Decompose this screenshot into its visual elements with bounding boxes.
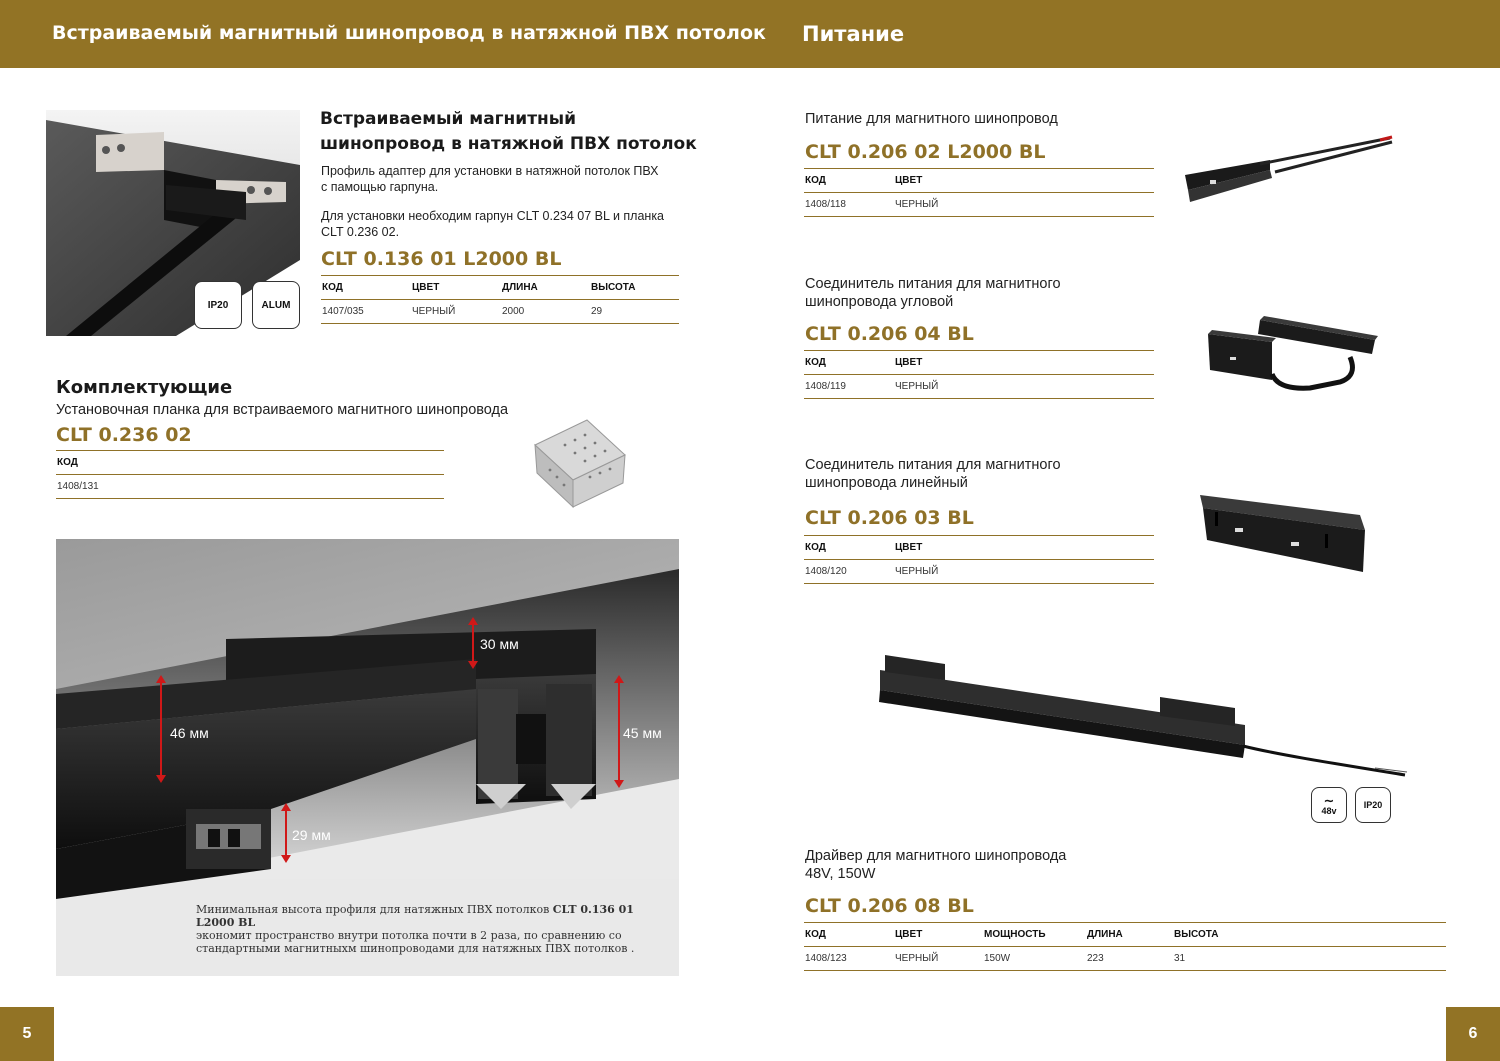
desc2-line1: Для установки необходим гарпун CLT 0.234 07 BL и планка: [321, 209, 665, 223]
dimension-29mm: 29 мм: [292, 827, 331, 843]
col-code: КОД: [804, 923, 894, 947]
caption-line1: Минимальная высота профиля для натяжных ПВХ потолков CLT 0.136 01 L2000 BL: [196, 903, 634, 929]
power-item-2-name: Соединитель питания для магнитного шинопровода угловой: [805, 276, 1061, 310]
illustration-caption: [196, 903, 676, 955]
cell-color: ЧЕРНЫЙ: [895, 199, 939, 210]
col-height: ВЫСОТА: [1173, 923, 1446, 947]
corner-connector-image: [1200, 312, 1385, 392]
alum-badge: ALUM: [252, 281, 300, 329]
main-product-title-line2: шинопровод в натяжной ПВХ потолок: [320, 134, 697, 154]
voltage-48v-badge: [1311, 787, 1347, 823]
cell-code: 1408/120: [805, 566, 847, 577]
col-code: КОД: [804, 169, 894, 193]
table-row: [321, 300, 679, 324]
caption-line2: экономит пространство внутри потолка почти в 2 раза, по сравнению со: [196, 929, 622, 942]
power-item-3-name: Соединитель питания для магнитного шинопровода линейный: [805, 457, 1061, 491]
mounting-plate-image: [525, 415, 630, 510]
caption-sku: CLT 0.136 01 L2000 BL: [196, 903, 634, 929]
table-header-row: [804, 536, 1154, 560]
power-item-1-spec-table: [804, 168, 1154, 217]
accessories-subtitle: Установочная планка для встраиваемого магнитного шинопровода: [56, 402, 509, 418]
page-number-right: 6: [1446, 1007, 1500, 1061]
power-item-2-spec-table: [804, 350, 1154, 399]
power-item-3-spec-table: [804, 535, 1154, 584]
cell-code: 1407/035: [322, 306, 364, 317]
col-code: КОД: [321, 276, 411, 300]
col-power: МОЩНОСТЬ: [983, 923, 1086, 947]
table-header-row: [804, 169, 1154, 193]
power-feed-image: [1180, 130, 1395, 210]
cell-length: 2000: [502, 306, 525, 317]
accessories-spec-table: [56, 450, 444, 499]
table-row: [804, 193, 1154, 217]
col-color: ЦВЕТ: [411, 276, 501, 300]
main-product-sku: CLT 0.136 01 L2000 BL: [321, 248, 562, 270]
cell-color: ЧЕРНЫЙ: [895, 566, 939, 577]
main-product-title-line1: Встраиваемый магнитный: [320, 109, 577, 129]
cell-height: 31: [1174, 953, 1186, 964]
col-color: ЦВЕТ: [894, 351, 1154, 375]
driver-ip20-badge: IP20: [1355, 787, 1391, 823]
col-height: ВЫСОТА: [590, 276, 679, 300]
header-bar: [0, 0, 1500, 68]
driver-spec-table: [804, 922, 1446, 971]
cell-color: ЧЕРНЫЙ: [412, 306, 456, 317]
power-item-1-sku: CLT 0.206 02 L2000 BL: [805, 141, 1046, 163]
main-product-title: [320, 107, 697, 157]
linear-connector-image: [1195, 490, 1370, 575]
right-page-title: Питание: [802, 22, 905, 46]
cell-code: 1408/131: [57, 481, 99, 492]
cell-height: 29: [591, 306, 603, 317]
cell-code: 1408/119: [805, 381, 846, 392]
cell-code: 1408/123: [805, 953, 847, 964]
cell-code: 1408/118: [805, 199, 846, 210]
col-code: КОД: [804, 536, 894, 560]
power-item-2-sku: CLT 0.206 04 BL: [805, 323, 974, 345]
col-color: ЦВЕТ: [894, 536, 1154, 560]
driver-sku: CLT 0.206 08 BL: [805, 895, 974, 917]
desc1-line2: с памощью гарпуна.: [321, 180, 439, 194]
main-product-spec-table: [321, 275, 679, 324]
col-code: КОД: [56, 451, 444, 475]
voltage-label: 48v: [1321, 805, 1337, 816]
table-row: [804, 560, 1154, 584]
table-header-row: [321, 276, 679, 300]
accessories-heading: Комплектующие: [56, 377, 233, 398]
dimension-46mm: 46 мм: [170, 725, 209, 741]
col-code: КОД: [804, 351, 894, 375]
ac-wave-icon: ∼: [1323, 792, 1335, 808]
driver-name: Драйвер для магнитного шинопровода 48V, 150W: [805, 848, 1067, 882]
dimension-45mm: 45 мм: [623, 725, 662, 741]
table-header-row: [804, 923, 1446, 947]
desc2-line2: CLT 0.236 02.: [321, 225, 400, 239]
table-header-row: [804, 351, 1154, 375]
profile-comparison-illustration: [56, 539, 679, 976]
cell-color: ЧЕРНЫЙ: [895, 381, 939, 392]
table-header-row: [56, 451, 444, 475]
driver-image: [875, 650, 1410, 780]
caption-line3: стандартными магнитныхм шинопроводами для натяжных ПВХ потолков .: [196, 942, 635, 955]
col-length: ДЛИНА: [1086, 923, 1173, 947]
table-row: [56, 475, 444, 499]
page-number-left: 5: [0, 1007, 54, 1061]
cell-power: 150W: [984, 953, 1011, 964]
main-product-desc2: [321, 208, 664, 240]
ip20-badge: IP20: [194, 281, 242, 329]
cell-color: ЧЕРНЫЙ: [895, 953, 939, 964]
power-item-3-sku: CLT 0.206 03 BL: [805, 507, 974, 529]
cell-length: 223: [1087, 953, 1104, 964]
left-page-title: Встраиваемый магнитный шинопровод в натяжной ПВХ потолок: [52, 22, 766, 44]
table-row: [804, 375, 1154, 399]
accessories-sku: CLT 0.236 02: [56, 424, 192, 446]
table-row: [804, 947, 1446, 971]
col-color: ЦВЕТ: [894, 923, 983, 947]
col-color: ЦВЕТ: [894, 169, 1154, 193]
power-item-1-name: Питание для магнитного шинопровод: [805, 111, 1058, 127]
desc1-line1: Профиль адаптер для установки в натяжной потолок ПВХ: [321, 164, 659, 178]
dimension-30mm: 30 мм: [480, 636, 519, 652]
main-product-desc1: [321, 163, 659, 195]
col-length: ДЛИНА: [501, 276, 590, 300]
